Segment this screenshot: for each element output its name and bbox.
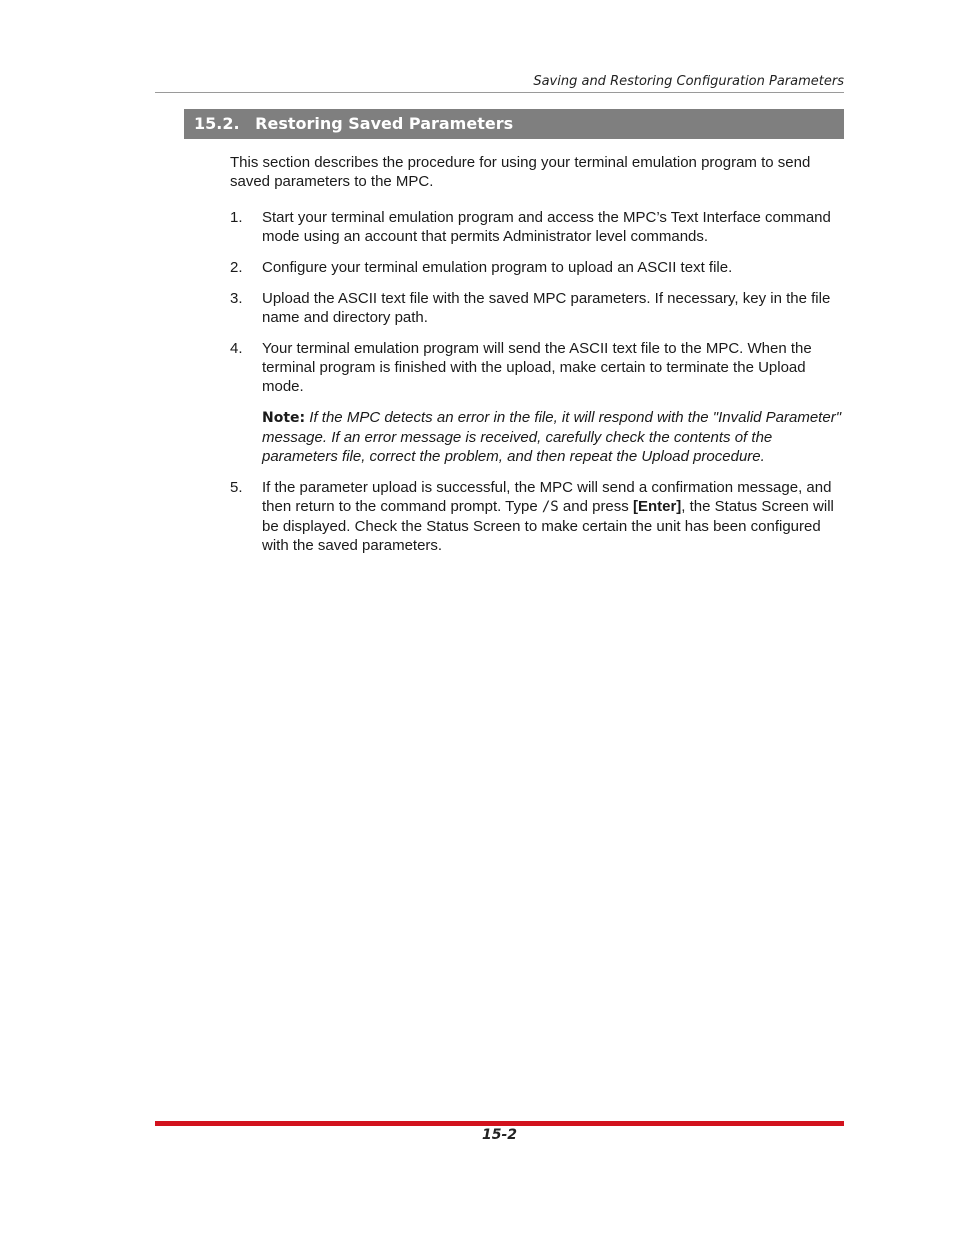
step-item: [230, 339, 846, 396]
procedure-steps: [230, 208, 846, 396]
step-text: Configure your terminal emulation program to upload an ASCII text file.: [262, 259, 733, 276]
note-text: If the MPC detects an error in the file, it will respond with the "Invalid Parameter" message. If an error message is received, carefully check the contents of the parameters file, correct the problem, and then repeat the Upload procedure.: [262, 409, 842, 465]
procedure-steps-continued: [230, 478, 846, 555]
step-item: [230, 208, 846, 246]
step-text: Start your terminal emulation program and access the MPC’s Text Interface command mode using an account that permits Administrator level commands.: [262, 209, 831, 245]
section-heading: [184, 109, 844, 139]
body-content: [230, 153, 846, 567]
step-item: [230, 258, 846, 277]
step-text-middle: and press: [558, 498, 633, 515]
section-title: Restoring Saved Parameters: [255, 114, 514, 133]
enter-key-label: [Enter]: [632, 498, 682, 515]
step-number: 1.: [230, 209, 243, 226]
page-number: 15-2: [481, 1127, 518, 1143]
note-paragraph: [262, 408, 846, 466]
section-number: 15.2.: [194, 114, 240, 133]
step-text: Upload the ASCII text file with the saved MPC parameters. If necessary, key in the file name and directory path.: [262, 290, 831, 326]
step-item: [230, 289, 846, 327]
step-text: [262, 479, 834, 554]
step-text: Your terminal emulation program will send the ASCII text file to the MPC. When the terminal program is finished with the upload, make certain to terminate the Upload mode.: [262, 340, 812, 395]
running-header: Saving and Restoring Configuration Parameters: [533, 74, 844, 89]
step-text-before: If the parameter upload is successful, the MPC will send a confirmation message, and then return to the command prompt. Type: [262, 479, 832, 515]
step-item: [230, 478, 846, 555]
footer-rule: [155, 1121, 844, 1126]
note-label: Note:: [262, 410, 306, 426]
header-rule: [155, 92, 844, 93]
step-text-after: , the Status Screen will be displayed. Check the Status Screen to make certain the unit has been configured with the saved parameters.: [262, 498, 834, 554]
step-number: 3.: [230, 290, 243, 307]
intro-paragraph: This section describes the procedure for using your terminal emulation program to send saved parameters to the MPC.: [230, 154, 811, 190]
step-number: 4.: [230, 340, 243, 357]
step-number: 2.: [230, 259, 243, 276]
step-number: 5.: [230, 479, 243, 496]
command-text: /S: [541, 499, 559, 515]
